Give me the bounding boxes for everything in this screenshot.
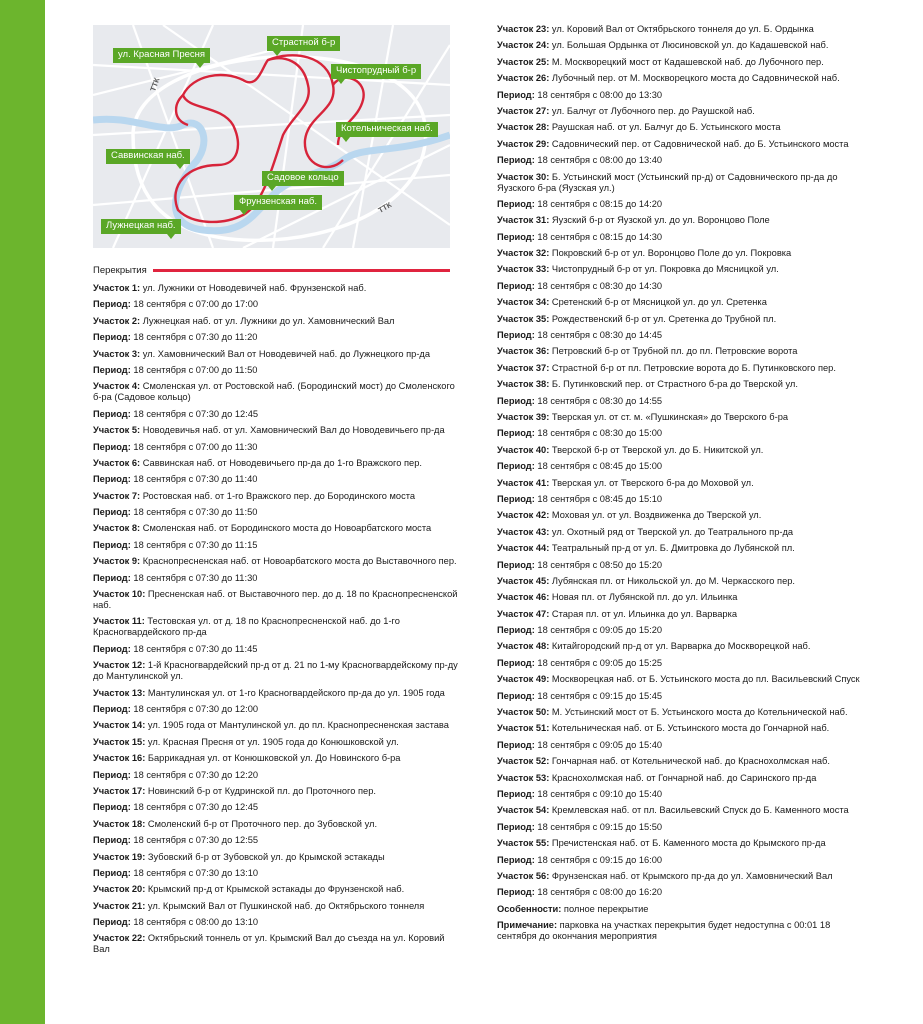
entry-label: Участок 19: (93, 851, 146, 862)
entry-text: Ростовская наб. от 1-го Вражского пер. до Бородинского моста (140, 490, 416, 501)
entry-text: 18 сентября с 09:10 до 15:40 (534, 788, 663, 799)
entry-label: Участок 53: (497, 772, 550, 783)
entry-text: Лубянская пл. от Никольской ул. до М. Черкасского пер. (549, 575, 796, 586)
entry-label: Участок 30: (497, 171, 550, 182)
entry-text: 1-й Красногвардейский пр-д от д. 21 по 1-му Красногвардейскому пр-ду до Мантулинской ул. (93, 660, 458, 682)
closure-entry (497, 904, 867, 915)
closure-entry (93, 868, 463, 879)
entry-text: Котельническая наб. от Б. Устьинского моста до Гончарной наб. (549, 723, 830, 734)
entry-label: Участок 12: (93, 660, 146, 671)
entry-text: 18 сентября с 08:00 до 13:40 (534, 155, 663, 166)
closure-entry (93, 299, 463, 310)
entry-text: ул. Крымский Вал от Пушкинской наб. до Октябрьского тоннеля (145, 900, 425, 911)
entry-text: ул. Балчуг от Лубочного пер. до Раушской наб. (549, 105, 755, 116)
entry-text: 18 сентября с 08:50 до 15:20 (534, 559, 663, 570)
closure-entry (93, 753, 463, 764)
closure-entry (497, 625, 867, 636)
entry-label: Участок 35: (497, 313, 550, 324)
closure-entry (93, 556, 463, 567)
entry-label: Период: (497, 231, 535, 242)
closure-entry (497, 139, 867, 150)
entry-text: Чистопрудный б-р от ул. Покровка до Мясницкой ул. (549, 264, 779, 275)
closure-entry (497, 838, 867, 849)
entry-label: Период: (497, 280, 535, 291)
entry-label: Участок 10: (93, 589, 146, 600)
entry-text: 18 сентября с 07:30 до 11:20 (130, 332, 258, 343)
map-label: ул. Красная Пресня (113, 48, 210, 63)
closure-entry (93, 365, 463, 376)
entry-label: Участок 41: (497, 477, 550, 488)
entry-label: Участок 40: (497, 444, 550, 455)
entry-label: Период: (93, 474, 131, 485)
entry-text: 18 сентября с 07:30 до 11:40 (130, 474, 258, 485)
entry-text: Покровский б-р от ул. Воронцово Поле до ул. Покровка (549, 248, 792, 259)
entry-label: Участок 33: (497, 264, 550, 275)
entry-text: 18 сентября с 09:15 до 16:00 (534, 854, 663, 865)
entry-label: Период: (497, 625, 535, 636)
closure-entry (497, 90, 867, 101)
closure-entry (497, 24, 867, 35)
entry-text: Новинский б-р от Кудринской пл. до Проточного пер. (145, 785, 376, 796)
entry-text: 18 сентября с 07:30 до 11:30 (130, 572, 258, 583)
entry-label: Участок 55: (497, 838, 550, 849)
entry-label: Участок 11: (93, 616, 145, 627)
closure-entry (93, 474, 463, 485)
closure-entry (497, 723, 867, 734)
closure-entry (93, 720, 463, 731)
closure-entry (93, 507, 463, 518)
entry-text: Пресненская наб. от Выставочного пер. до д. 18 по Краснопресненской наб. (93, 589, 458, 611)
entry-text: Фрунзенская наб. от Крымского пр-да до ул. Хамовнический Вал (549, 870, 833, 881)
entry-label: Период: (93, 769, 131, 780)
entry-label: Участок 1: (93, 283, 141, 293)
entry-text: 18 сентября с 07:30 до 12:55 (130, 835, 259, 846)
closure-entry (93, 332, 463, 343)
entry-label: Участок 5: (93, 425, 141, 436)
closure-entry (497, 330, 867, 341)
entry-label: Период: (497, 559, 535, 570)
closure-entry (497, 106, 867, 117)
entry-text: ул. Красная Пресня от ул. 1905 года до Конюшковской ул. (145, 736, 399, 747)
entry-text: 18 сентября с 08:30 до 15:00 (534, 428, 663, 439)
entry-text: Садовнический пер. от Садовнической наб. до Б. Устьинского моста (549, 138, 849, 149)
entry-text: 18 сентября с 07:00 до 11:50 (130, 364, 258, 375)
entry-text: Рождественский б-р от ул. Сретенка до Трубной пл. (549, 313, 777, 324)
entry-label: Участок 22: (93, 933, 146, 944)
entry-label: Участок 6: (93, 457, 141, 468)
closure-entry (497, 920, 867, 942)
closure-entry (93, 409, 463, 420)
closure-entry (93, 802, 463, 813)
entry-label: Период: (93, 507, 131, 518)
entry-text: Тестовская ул. от д. 18 по Краснопресненской наб. до 1-го Красногвардейского пр-да (93, 616, 400, 638)
closure-entry (93, 381, 463, 403)
entry-text: Пречистенская наб. от Б. Каменного моста до Крымского пр-да (549, 838, 826, 849)
closure-entry (93, 349, 463, 360)
entry-text: 18 сентября с 08:45 до 15:00 (534, 461, 663, 472)
entry-label: Участок 46: (497, 592, 550, 603)
closure-entry (497, 346, 867, 357)
map-label: Страстной б-р (267, 36, 340, 51)
entry-text: Тверская ул. от ст. м. «Пушкинская» до Тверского б-ра (549, 411, 789, 422)
closure-entry (497, 314, 867, 325)
entry-label: Участок 16: (93, 753, 146, 764)
entry-label: Участок 26: (497, 73, 550, 84)
closure-entry (497, 641, 867, 652)
closure-entry (93, 442, 463, 453)
closure-entry (93, 540, 463, 551)
entry-label: Участок 4: (93, 381, 141, 392)
entry-text: Б. Устьинский мост (Устьинский пр-д) от Садовнического пр-да до Яузского б-ра (Яузская ул.) (497, 171, 838, 193)
entry-label: Период: (93, 364, 131, 375)
closure-entry (93, 786, 463, 797)
entry-label: Участок 17: (93, 785, 146, 796)
closure-entry (497, 428, 867, 439)
entry-text: Гончарная наб. от Котельнической наб. до Краснохолмская наб. (549, 756, 830, 767)
closure-entry (497, 461, 867, 472)
closure-entry (93, 852, 463, 863)
entry-label: Участок 13: (93, 687, 146, 698)
entry-text: Москворецкая наб. от Б. Устьинского моста до пл. Васильевский Спуск (549, 674, 860, 685)
closure-entry (93, 688, 463, 699)
entry-text: Новодевичья наб. от ул. Хамовнический Вал до Новодевичьего пр-да (140, 425, 445, 436)
entry-text: Тверской б-р от Тверской ул. до Б. Никитской ул. (549, 444, 764, 455)
entry-text: Октябрьский тоннель от ул. Крымский Вал до съезда на ул. Коровий Вал (93, 933, 445, 955)
entry-label: Участок 15: (93, 736, 146, 747)
entry-label: Период: (93, 441, 131, 452)
closure-entry (497, 887, 867, 898)
entry-text: 18 сентября с 09:05 до 15:25 (534, 657, 663, 668)
entry-label: Период: (497, 198, 535, 209)
entry-label: Период: (93, 408, 131, 419)
entry-text: ул. 1905 года от Мантулинской ул. до пл. Краснопресненская застава (145, 720, 449, 731)
map-label: Садовое кольцо (262, 171, 344, 186)
entry-label: Участок 18: (93, 818, 146, 829)
entry-label: Участок 31: (497, 215, 550, 226)
closure-entry (93, 917, 463, 928)
entry-text: 18 сентября с 08:30 до 14:30 (534, 280, 663, 291)
section-title: Перекрытия (93, 265, 147, 276)
closure-entry (93, 835, 463, 846)
entry-label: Период: (93, 867, 131, 878)
ttk-label: ТТК (148, 76, 162, 93)
entry-text: 18 сентября с 08:15 до 14:30 (534, 231, 663, 242)
closure-entry (497, 707, 867, 718)
entry-label: Участок 38: (497, 379, 550, 390)
entry-text: Смоленская наб. от Бородинского моста до Новоарбатского моста (140, 523, 432, 534)
entry-label: Участок 47: (497, 608, 550, 619)
entry-text: Кремлевская наб. от пл. Васильевский Спуск до Б. Каменного моста (549, 805, 849, 816)
entry-label: Период: (93, 572, 131, 583)
closure-entry (93, 660, 463, 682)
entry-text: 18 сентября с 07:30 до 11:50 (130, 507, 258, 518)
map-label: Саввинская наб. (106, 149, 190, 164)
entry-label: Участок 21: (93, 900, 146, 911)
entry-label: Участок 3: (93, 348, 141, 359)
closure-entry (93, 901, 463, 912)
entry-text: Тверская ул. от Тверского б-ра до Моховой ул. (549, 477, 754, 488)
entry-label: Участок 43: (497, 526, 550, 537)
entry-label: Примечание: (497, 920, 558, 931)
map-label: Фрунзенская наб. (234, 195, 322, 210)
entry-label: Участок 8: (93, 523, 141, 534)
closure-entry (93, 616, 463, 638)
entry-label: Участок 23: (497, 24, 550, 34)
closure-entry (497, 674, 867, 685)
entry-text: 18 сентября с 08:00 до 13:30 (534, 89, 663, 100)
entry-label: Участок 45: (497, 575, 550, 586)
entry-label: Период: (497, 330, 535, 341)
closure-entry (93, 644, 463, 655)
closure-entry (497, 576, 867, 587)
entry-label: Период: (93, 299, 131, 310)
closure-entry (497, 199, 867, 210)
entry-text: 18 сентября с 08:00 до 16:20 (534, 887, 663, 898)
entry-label: Особенности: (497, 903, 562, 914)
entry-label: Участок 20: (93, 884, 146, 895)
route-map (93, 25, 450, 248)
entry-label: Период: (497, 155, 535, 166)
entry-label: Участок 25: (497, 56, 550, 67)
closure-entry (497, 789, 867, 800)
closure-entry (497, 494, 867, 505)
closure-entry (497, 560, 867, 571)
entry-text: Смоленская ул. от Ростовской наб. (Бородинский мост) до Смоленского б-ра (Садовое кольцо) (93, 381, 455, 403)
closure-entry (497, 871, 867, 882)
entry-label: Участок 7: (93, 490, 141, 501)
map-label: Лужнецкая наб. (101, 219, 181, 234)
entry-text: 18 сентября с 09:05 до 15:40 (534, 739, 663, 750)
entry-text: ул. Лужники от Новодевичей наб. Фрунзенской наб. (140, 283, 367, 293)
entry-label: Период: (497, 89, 535, 100)
entry-text: Краснопресненская наб. от Новоарбатского моста до Выставочного пер. (140, 556, 457, 567)
heading-rule (153, 269, 450, 272)
closure-entry (497, 57, 867, 68)
closure-entry (497, 379, 867, 390)
section-heading (93, 265, 450, 276)
entry-text: ул. Большая Ордынка от Люсиновской ул. до Кадашевской наб. (549, 40, 829, 51)
entry-label: Участок 14: (93, 720, 146, 731)
closure-entry (93, 819, 463, 830)
entry-text: Краснохолмская наб. от Гончарной наб. до Саринского пр-да (549, 772, 817, 783)
closure-entry (93, 316, 463, 327)
entry-label: Участок 42: (497, 510, 550, 521)
entry-text: Крымский пр-д от Крымской эстакады до Фрунзенской наб. (145, 884, 405, 895)
closure-entry (497, 232, 867, 243)
entry-label: Период: (497, 821, 535, 832)
entry-label: Участок 29: (497, 138, 550, 149)
entry-text: Сретенский б-р от Мясницкой ул. до ул. Сретенка (549, 297, 767, 308)
closure-entry (93, 425, 463, 436)
closure-entry (497, 445, 867, 456)
closure-entry (93, 458, 463, 469)
entry-label: Период: (93, 332, 131, 343)
entry-label: Участок 2: (93, 315, 141, 326)
closure-entry (93, 737, 463, 748)
closure-entry (497, 822, 867, 833)
side-accent-bar (0, 0, 45, 1024)
entry-text: Зубовский б-р от Зубовской ул. до Крымской эстакады (145, 851, 385, 862)
entry-label: Период: (93, 703, 131, 714)
closure-entry (497, 510, 867, 521)
entry-text: Старая пл. от ул. Ильинка до ул. Варварка (549, 608, 738, 619)
entry-label: Участок 52: (497, 756, 550, 767)
closure-entry (497, 248, 867, 259)
entry-label: Период: (497, 428, 535, 439)
entry-text: Б. Путинковский пер. от Страстного б-ра до Тверской ул. (549, 379, 798, 390)
entry-label: Период: (93, 643, 131, 654)
closure-entry (497, 855, 867, 866)
entry-text: 18 сентября с 07:00 до 17:00 (130, 299, 259, 310)
entry-label: Период: (497, 690, 535, 701)
closure-entry (93, 933, 463, 955)
closure-entry (497, 691, 867, 702)
closure-entry (93, 884, 463, 895)
entry-text: Новая пл. от Лубянской пл. до ул. Ильинка (549, 592, 738, 603)
entry-text: ул. Коровий Вал от Октябрьского тоннеля до ул. Б. Ордынка (549, 24, 814, 34)
closure-entry (497, 658, 867, 669)
closure-entry (497, 756, 867, 767)
entry-text: полное перекрытие (561, 903, 649, 914)
entry-text: 18 сентября с 09:15 до 15:45 (534, 690, 663, 701)
closure-entry (497, 543, 867, 554)
entry-label: Участок 56: (497, 870, 550, 881)
closure-entry (497, 215, 867, 226)
entry-label: Период: (497, 739, 535, 750)
entry-text: М. Москворецкий мост от Кадашевской наб. до Лубочного пер. (549, 56, 824, 67)
closure-entry (93, 523, 463, 534)
entry-text: 18 сентября с 07:30 до 12:45 (130, 802, 259, 813)
entry-text: Смоленский б-р от Проточного пер. до Зубовской ул. (145, 818, 378, 829)
entry-text: 18 сентября с 07:30 до 13:10 (130, 867, 259, 878)
closure-entry (497, 805, 867, 816)
entry-label: Участок 32: (497, 248, 550, 259)
entry-label: Участок 24: (497, 40, 550, 51)
entry-text: 18 сентября с 07:30 до 12:20 (130, 769, 259, 780)
map-label: Котельническая наб. (336, 122, 438, 137)
closure-entry (497, 396, 867, 407)
entry-label: Участок 36: (497, 346, 550, 357)
entry-text: Лужнецкая наб. от ул. Лужники до ул. Хамовнический Вал (140, 315, 395, 326)
map-label: Чистопрудный б-р (331, 64, 421, 79)
entry-label: Участок 48: (497, 641, 550, 652)
closure-entry (93, 589, 463, 611)
closures-list-left (93, 283, 463, 955)
entry-text: Мантулинская ул. от 1-го Красногвардейского пр-да до ул. 1905 года (145, 687, 445, 698)
entry-label: Период: (93, 917, 131, 928)
closure-entry (497, 155, 867, 166)
closure-entry (497, 122, 867, 133)
entry-label: Участок 37: (497, 362, 550, 373)
closure-entry (497, 740, 867, 751)
entry-text: 18 сентября с 07:30 до 12:45 (130, 408, 259, 419)
entry-label: Период: (93, 802, 131, 813)
entry-label: Участок 39: (497, 411, 550, 422)
closure-entry (93, 770, 463, 781)
entry-text: 18 сентября с 08:00 до 13:10 (130, 917, 259, 928)
entry-label: Период: (497, 854, 535, 865)
entry-text: Страстной б-р от пл. Петровские ворота до Б. Путинковского пер. (549, 362, 836, 373)
closure-entry (497, 297, 867, 308)
entry-text: 18 сентября с 09:15 до 15:50 (534, 821, 663, 832)
closure-entry (93, 283, 463, 294)
entry-label: Период: (497, 461, 535, 472)
closure-entry (497, 281, 867, 292)
entry-text: Моховая ул. от ул. Воздвиженка до Тверской ул. (549, 510, 762, 521)
entry-label: Участок 51: (497, 723, 550, 734)
closure-entry (93, 704, 463, 715)
entry-label: Участок 50: (497, 707, 550, 718)
entry-text: Яузский б-р от Яузской ул. до ул. Воронцово Поле (549, 215, 770, 226)
entry-label: Период: (497, 788, 535, 799)
closure-entry (497, 527, 867, 538)
entry-text: 18 сентября с 07:00 до 11:30 (130, 441, 258, 452)
entry-text: Театральный пр-д от ул. Б. Дмитровка до Лубянской пл. (549, 543, 795, 554)
entry-text: Раушская наб. от ул. Балчуг до Б. Устьинского моста (549, 122, 781, 133)
entry-label: Период: (497, 657, 535, 668)
entry-text: Саввинская наб. от Новодевичьего пр-да до 1-го Вражского пер. (140, 457, 422, 468)
entry-text: Баррикадная ул. от Конюшковской ул. До Новинского б-ра (145, 753, 401, 764)
entry-text: Китайгородский пр-д от ул. Варварка до Москворецкой наб. (549, 641, 811, 652)
entry-label: Участок 27: (497, 105, 550, 116)
entry-text: 18 сентября с 07:30 до 12:00 (130, 703, 259, 714)
entry-label: Период: (93, 539, 131, 550)
closure-entry (497, 40, 867, 51)
entry-label: Участок 34: (497, 297, 550, 308)
entry-label: Период: (497, 887, 535, 898)
entry-text: Петровский б-р от Трубной пл. до пл. Петровские ворота (549, 346, 798, 357)
entry-text: 18 сентября с 08:30 до 14:55 (534, 395, 663, 406)
entry-text: 18 сентября с 08:15 до 14:20 (534, 198, 663, 209)
entry-label: Участок 28: (497, 122, 550, 133)
closure-entry (497, 412, 867, 423)
closure-entry (497, 478, 867, 489)
entry-text: 18 сентября с 09:05 до 15:20 (534, 625, 663, 636)
entry-text: ул. Хамовнический Вал от Новодевичей наб. до Лужнецкого пр-да (140, 348, 431, 359)
entry-text: ул. Охотный ряд от Тверской ул. до Театрального пр-да (549, 526, 794, 537)
entry-label: Участок 54: (497, 805, 550, 816)
entry-text: 18 сентября с 07:30 до 11:15 (130, 539, 258, 550)
closure-entry (497, 264, 867, 275)
closures-list-right (497, 24, 867, 942)
entry-text: Лубочный пер. от М. Москворецкого моста до Садовнической наб. (549, 73, 840, 84)
entry-label: Участок 9: (93, 556, 141, 567)
entry-text: 18 сентября с 08:30 до 14:45 (534, 330, 663, 341)
closure-entry (497, 592, 867, 603)
entry-label: Период: (497, 493, 535, 504)
entry-text: 18 сентября с 08:45 до 15:10 (534, 493, 663, 504)
entry-label: Участок 49: (497, 674, 550, 685)
closure-entry (497, 73, 867, 84)
closure-entry (497, 363, 867, 374)
closure-entry (497, 609, 867, 620)
closure-entry (93, 573, 463, 584)
closure-entry (93, 491, 463, 502)
entry-label: Период: (497, 395, 535, 406)
closure-entry (497, 773, 867, 784)
entry-text: 18 сентября с 07:30 до 11:45 (130, 643, 258, 654)
entry-label: Период: (93, 835, 131, 846)
entry-text: парковка на участках перекрытия будет недоступна с 00:01 18 сентября до окончания мероприятия (497, 920, 831, 942)
entry-label: Участок 44: (497, 543, 550, 554)
entry-text: М. Устьинский мост от Б. Устьинского моста до Котельнической наб. (549, 707, 848, 718)
ttk-label: ТТК (376, 200, 394, 215)
closure-entry (497, 172, 867, 194)
